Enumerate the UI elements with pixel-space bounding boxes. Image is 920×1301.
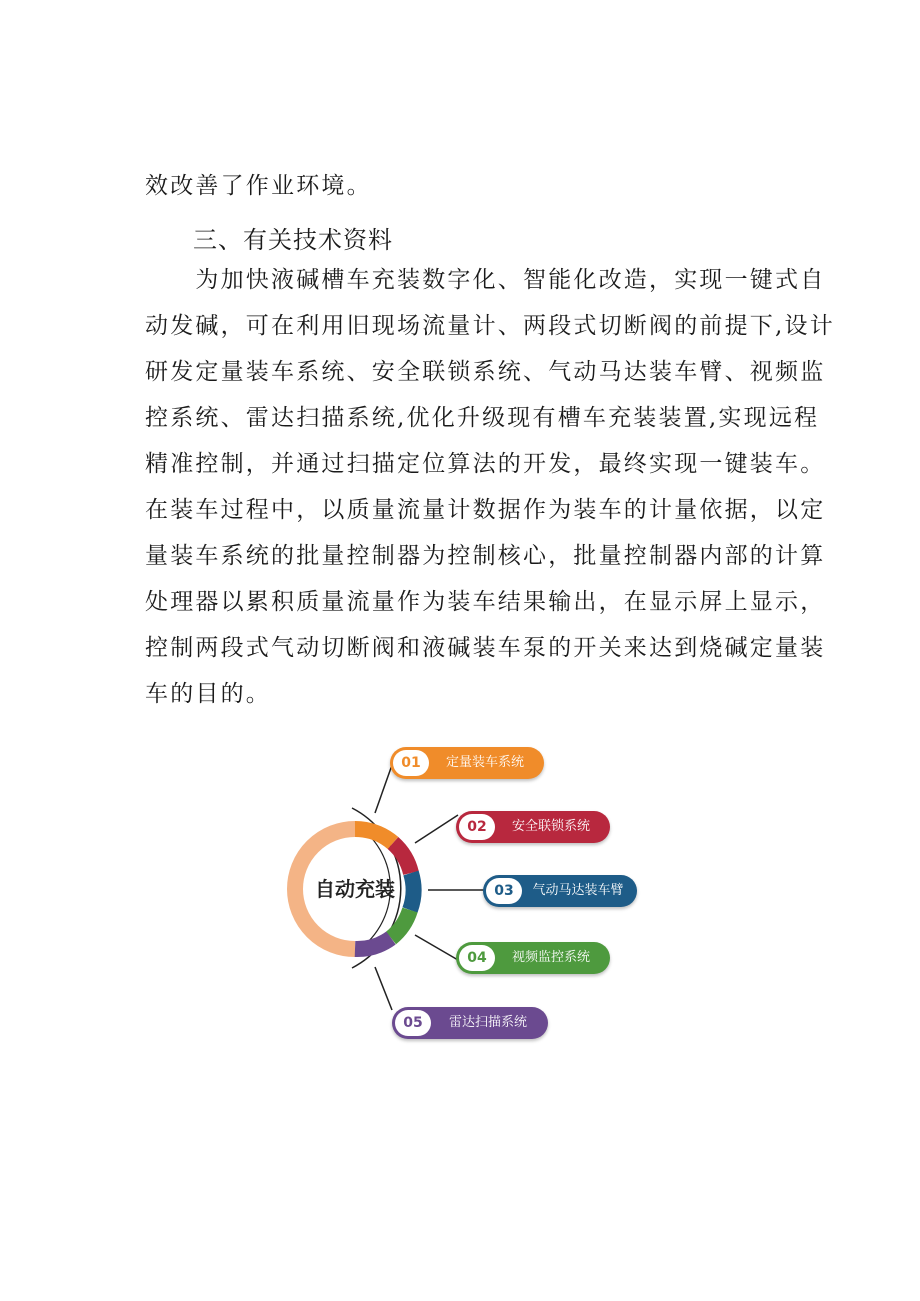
text-line: 控制两段式气动切断阀和液碱装车泵的开关来达到烧碱定量装 xyxy=(145,635,826,661)
text-line: 为加快液碱槽车充装数字化、智能化改造，实现一键式自 xyxy=(145,267,826,293)
text-line: 控系统、雷达扫描系统,优化升级现有槽车充装装置,实现远程 xyxy=(145,405,820,431)
connector-02 xyxy=(415,815,458,843)
center-label: 自动充装 xyxy=(315,877,395,901)
ring-segment-04 xyxy=(391,910,410,938)
connector-01 xyxy=(375,765,392,813)
item-01-pill xyxy=(390,747,544,779)
item-label: 定量装车系统 xyxy=(445,755,524,770)
item-number: 04 xyxy=(459,945,495,971)
text-line: 在装车过程中，以质量流量计数据作为装车的计量依据，以定 xyxy=(145,497,826,523)
text-line: 车的目的。 xyxy=(145,681,271,707)
item-label: 气动马达装车臂 xyxy=(532,883,624,898)
text-line: 动发碱，可在利用旧现场流量计、两段式切断阀的前提下,设计 xyxy=(145,313,835,339)
item-number: 02 xyxy=(459,814,495,840)
item-03-pill xyxy=(483,875,637,907)
item-number: 01 xyxy=(393,750,429,776)
item-04-pill xyxy=(456,942,610,974)
item-number: 05 xyxy=(395,1010,431,1036)
connector-04 xyxy=(415,935,458,960)
item-02-pill xyxy=(456,811,610,843)
connector-05 xyxy=(375,967,392,1010)
item-label: 雷达扫描系统 xyxy=(448,1015,527,1030)
item-label: 视频监控系统 xyxy=(511,950,590,965)
item-number: 03 xyxy=(486,878,522,904)
text-line: 效改善了作业环境。 xyxy=(145,173,372,199)
ring-segment-05 xyxy=(355,938,391,949)
item-05-pill xyxy=(392,1007,548,1039)
text-line: 精准控制，并通过扫描定位算法的开发，最终实现一键装车。 xyxy=(145,451,826,477)
auto-filling-diagram xyxy=(280,735,660,1055)
text-line: 处理器以累积质量流量作为装车结果输出，在显示屏上显示， xyxy=(145,589,826,615)
text-line: 量装车系统的批量控制器为控制核心，批量控制器内部的计算 xyxy=(145,543,826,569)
text-line: 研发定量装车系统、安全联锁系统、气动马达装车臂、视频监 xyxy=(145,359,826,385)
section-heading: 三、有关技术资料 xyxy=(193,226,393,254)
item-label: 安全联锁系统 xyxy=(511,819,590,834)
